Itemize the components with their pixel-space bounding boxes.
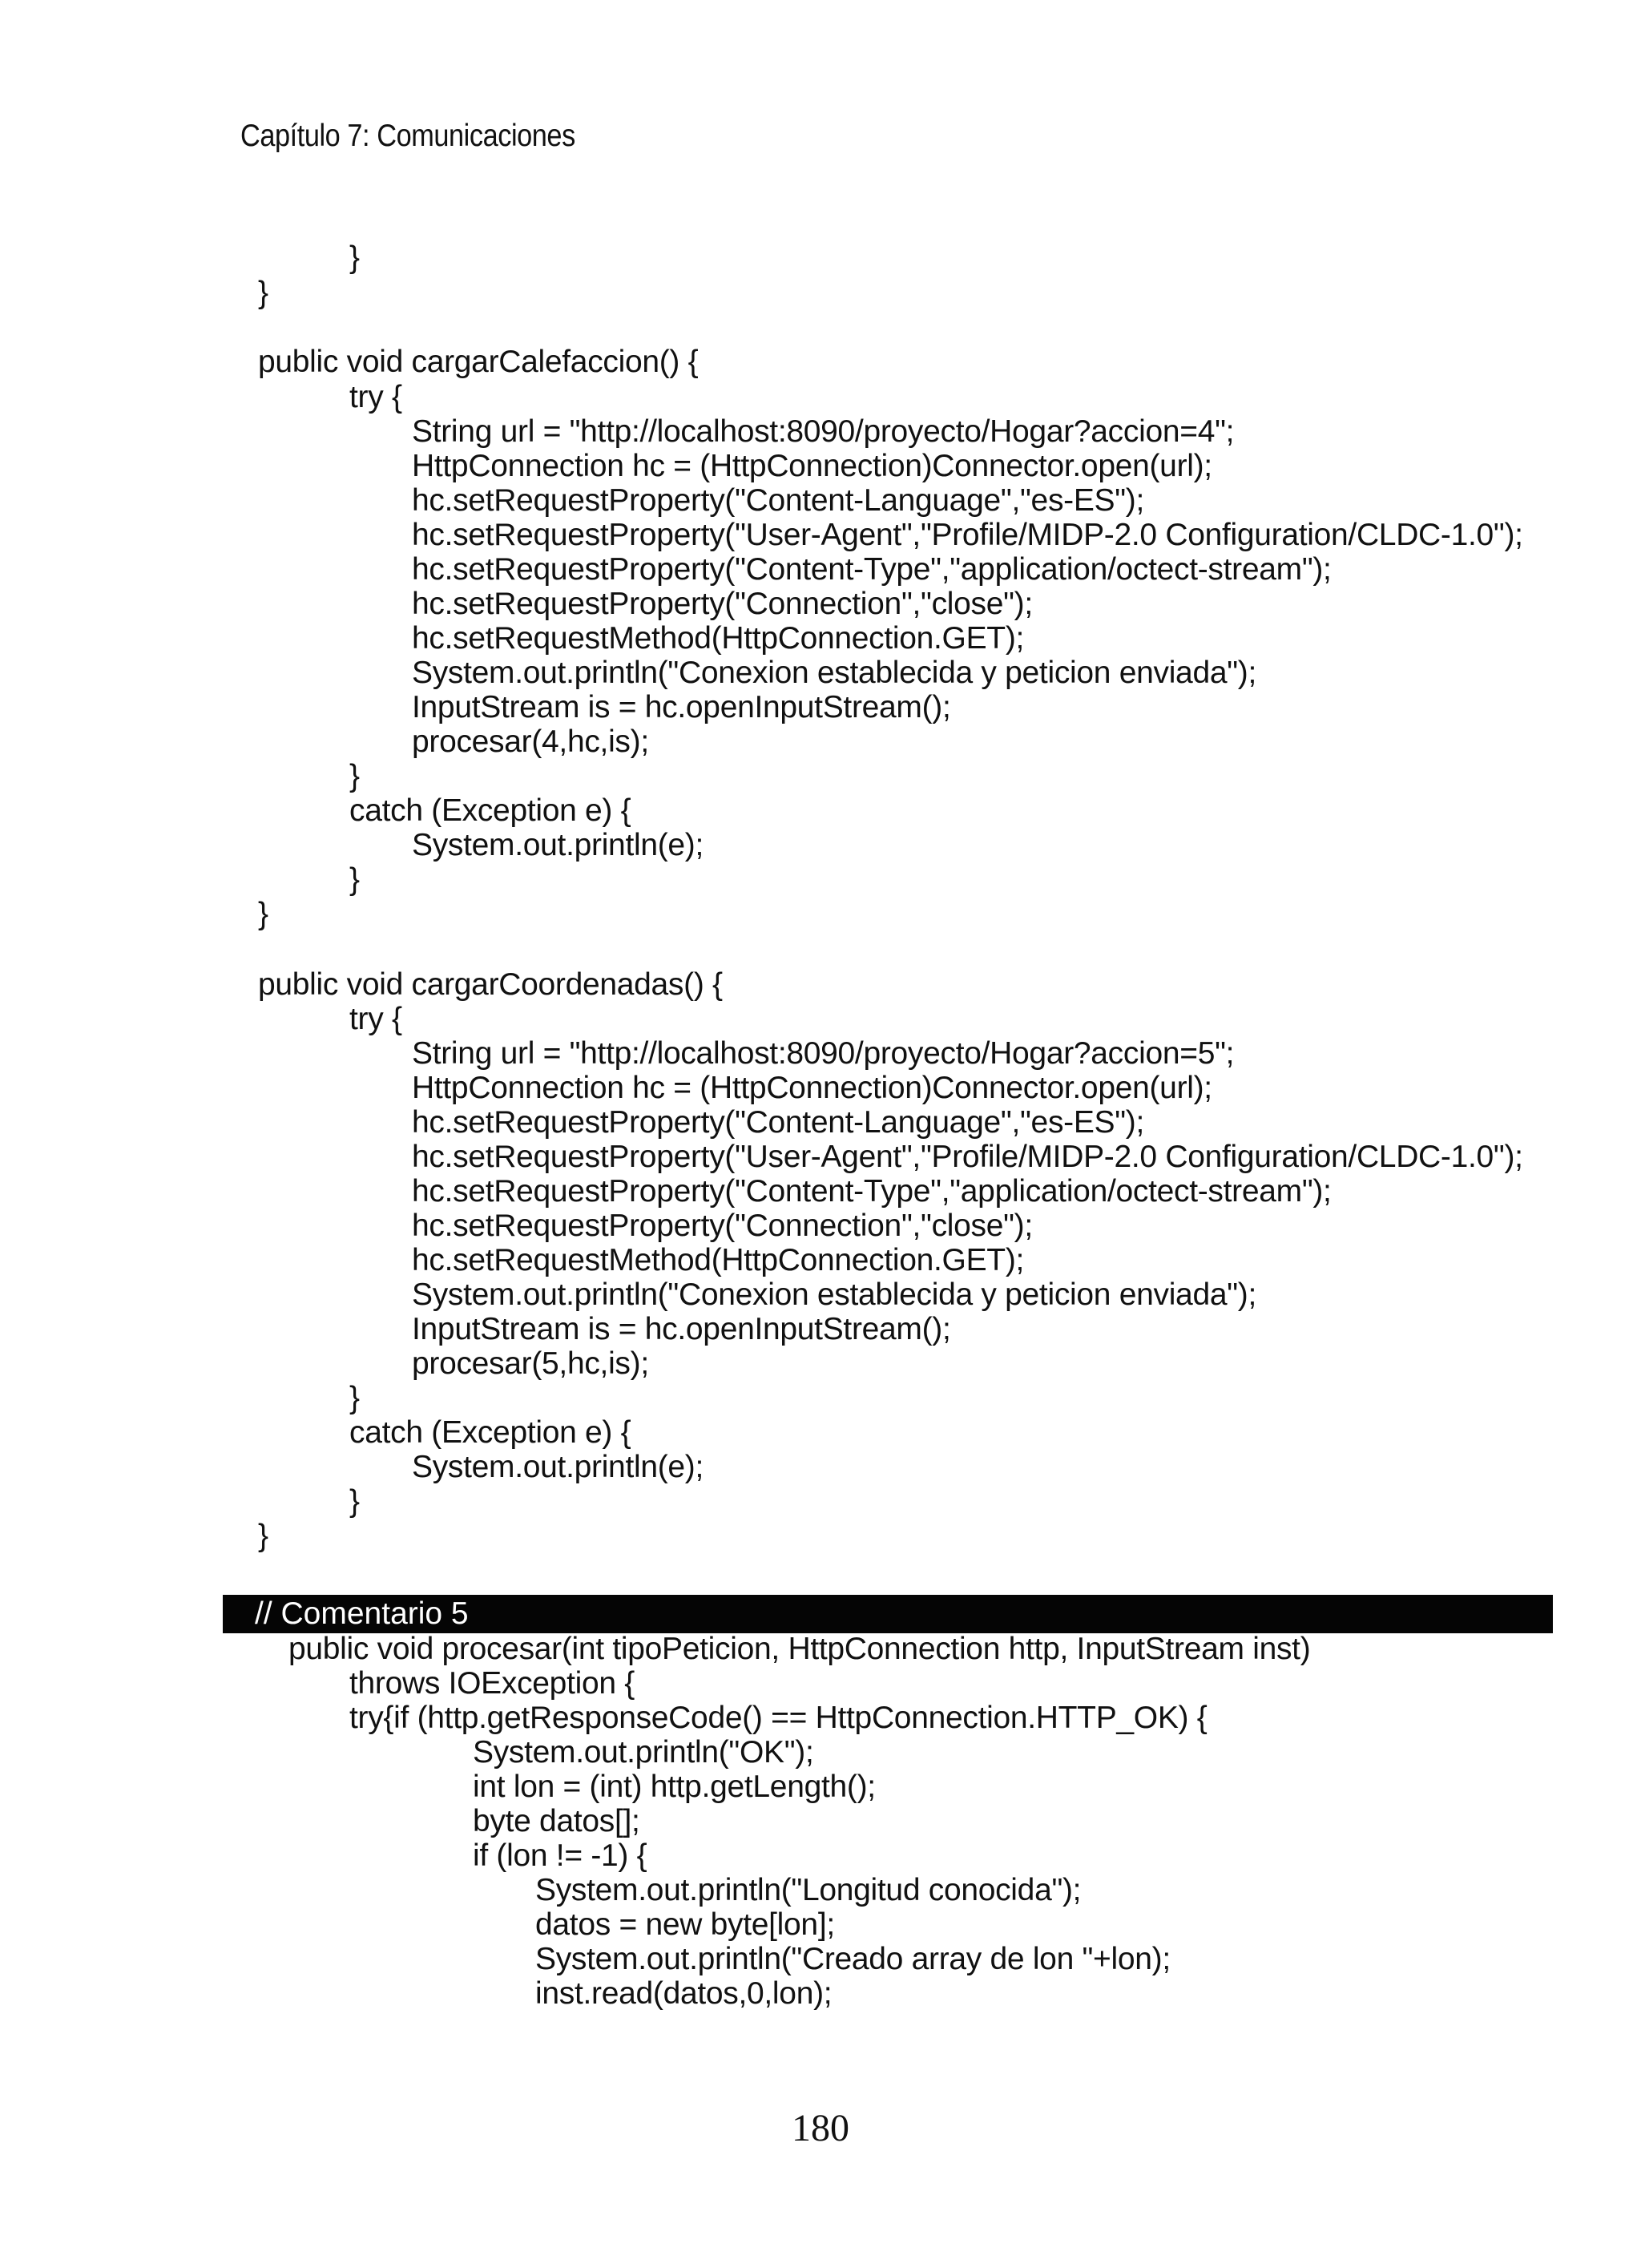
code-line: } (349, 1381, 360, 1415)
code-line: try{if (http.getResponseCode() == HttpConnection.HTTP_OK) { (349, 1701, 1208, 1735)
code-line: hc.setRequestProperty("Content-Type","application/octect-stream"); (412, 1174, 1332, 1209)
code-line: hc.setRequestProperty("Connection","close"); (412, 587, 1033, 621)
code-line: hc.setRequestProperty("User-Agent","Profile/MIDP-2.0 Configuration/CLDC-1.0"); (412, 518, 1523, 552)
code-line: System.out.println("Creado array de lon "+lon); (535, 1942, 1171, 1976)
code-line: } (258, 897, 268, 931)
code-line: } (258, 1519, 268, 1553)
code-line: HttpConnection hc = (HttpConnection)Connector.open(url); (412, 1071, 1212, 1105)
code-line: public void procesar(int tipoPeticion, HttpConnection http, InputStream inst) (288, 1632, 1311, 1666)
code-line: InputStream is = hc.openInputStream(); (412, 690, 951, 724)
code-line: } (349, 862, 360, 897)
code-line: } (349, 240, 360, 275)
code-line: catch (Exception e) { (349, 1415, 631, 1450)
code-line: hc.setRequestProperty("Connection","close"); (412, 1209, 1033, 1243)
code-line: try { (349, 380, 402, 414)
code-line: procesar(4,hc,is); (412, 724, 649, 759)
code-line: System.out.println(e); (412, 828, 704, 862)
code-line: hc.setRequestMethod(HttpConnection.GET); (412, 621, 1025, 656)
code-line: System.out.println(e); (412, 1450, 704, 1484)
code-line: hc.setRequestProperty("Content-Language","es-ES"); (412, 483, 1145, 518)
code-line: hc.setRequestMethod(HttpConnection.GET); (412, 1243, 1025, 1277)
code-line: try { (349, 1002, 402, 1036)
code-line: datos = new byte[lon]; (535, 1907, 835, 1942)
code-line: System.out.println("Longitud conocida"); (535, 1873, 1082, 1907)
code-line: } (258, 276, 268, 310)
code-line: InputStream is = hc.openInputStream(); (412, 1312, 951, 1346)
code-line: throws IOException { (349, 1666, 635, 1701)
code-line: System.out.println("Conexion establecida y peticion enviada"); (412, 1277, 1256, 1312)
code-line: System.out.println("Conexion establecida y peticion enviada"); (412, 656, 1256, 690)
code-line: int lon = (int) http.getLength(); (473, 1770, 876, 1804)
comment-label: // Comentario 5 (255, 1596, 469, 1631)
code-line: byte datos[]; (473, 1804, 640, 1838)
page-number: 180 (792, 2107, 849, 2149)
code-line: inst.read(datos,0,lon); (535, 1976, 833, 2011)
code-line: public void cargarCalefaccion() { (258, 345, 699, 379)
code-line: String url = "http://localhost:8090/proyecto/Hogar?accion=4"; (412, 414, 1235, 449)
code-line: public void cargarCoordenadas() { (258, 967, 723, 1002)
code-line: String url = "http://localhost:8090/proyecto/Hogar?accion=5"; (412, 1036, 1235, 1071)
code-line: if (lon != -1) { (473, 1838, 647, 1873)
code-line: } (349, 759, 360, 793)
code-line: System.out.println("OK"); (473, 1735, 814, 1770)
code-line: HttpConnection hc = (HttpConnection)Connector.open(url); (412, 449, 1212, 483)
code-line: hc.setRequestProperty("Content-Language","es-ES"); (412, 1105, 1145, 1140)
code-line: hc.setRequestProperty("User-Agent","Profile/MIDP-2.0 Configuration/CLDC-1.0"); (412, 1140, 1523, 1174)
code-line: } (349, 1484, 360, 1519)
code-line: catch (Exception e) { (349, 793, 631, 828)
code-line: procesar(5,hc,is); (412, 1346, 649, 1381)
code-line: hc.setRequestProperty("Content-Type","application/octect-stream"); (412, 552, 1332, 587)
chapter-header: Capítulo 7: Comunicaciones (240, 119, 575, 153)
